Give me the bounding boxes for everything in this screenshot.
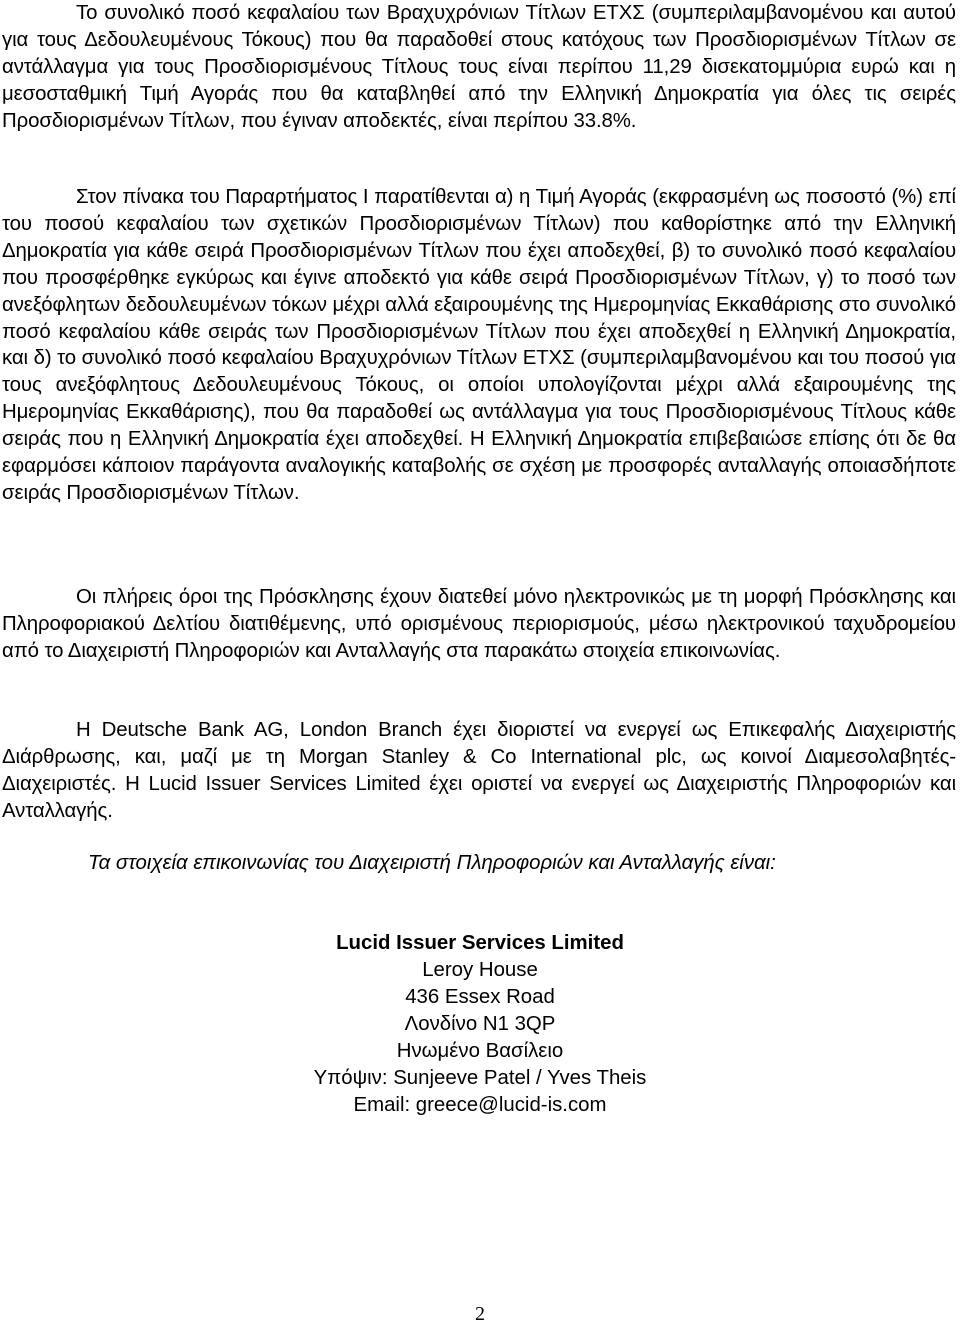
paragraph-aggregate-amount: Το συνολικό ποσό κεφαλαίου των Βραχυχρόνιων Τίτλων ΕΤΧΣ (συμπεριλαμβανομένου και αυτού για τους Δεδουλευμένους Τόκους) που θα παραδοθεί στους κατόχους των Προσδιορισμένων Τίτλων σε αντάλλαγμα για τους Προσδιορισμένους Τίτλους τους είναι περίπου 11,29 δισεκατομμύρια ευρώ και η μεσοσταθμική Τιμή Αγοράς που θα καταβληθεί από την Ελληνική Δημοκρατία για όλες τις σειρές Προσδιορισμένων Τίτλων, που έγιναν αποδεκτές, είναι περίπου 33.8%. [2,2,956,132]
contact-country: Ηνωμένο Βασίλειο [396,1040,564,1062]
contact-address-line-2: 436 Essex Road [405,986,555,1008]
contact-email: Email: greece@lucid-is.com [353,1094,607,1116]
contact-address-line-3: Λονδίνο N1 3QP [404,1013,556,1035]
contact-attention: Υπόψιν: Sunjeeve Patel / Yves Theis [313,1067,647,1089]
paragraph-full-terms: Οι πλήρεις όροι της Πρόσκλησης έχουν διατεθεί μόνο ηλεκτρονικώς με τη μορφή Πρόσκλησης και Πληροφοριακού Δελτίου διατιθέμενης, υπό ορισμένους περιορισμούς, μέσω ηλεκτρονικού ταχυδρομείου από το Διαχειριστή Πληροφοριών και Ανταλλαγής στα παρακάτω στοιχεία επικοινωνίας. [2,586,956,662]
contact-heading: Τα στοιχεία επικοινωνίας του Διαχειριστή Πληροφοριών και Ανταλλαγής είναι: [88,852,776,874]
paragraph-annex-table: Στον πίνακα του Παραρτήματος Ι παρατίθενται α) η Τιμή Αγοράς (εκφρασμένη ως ποσοστό (%) επί του ποσού κεφαλαίου των σχετικών Προσδιορισμένων Τίτλων) που καθορίστηκε από την Ελληνική Δημοκρατία για κάθε σειρά Προσδιορισμένων Τίτλων που έχει αποδεχθεί, β) το συνολικό ποσό κεφαλαίου που προσφέρθηκε εγκύρως και έγινε αποδεκτό για κάθε σειρά Προσδιορισμένων Τίτλων, γ) το ποσό των ανεξόφλητων δεδουλευμένων τόκων μέχρι αλλά εξαιρουμένης της Ημερομηνίας Εκκαθάρισης στο συνολικό ποσό κεφαλαίου κάθε σειράς των Προσδιορισμένων Τίτλων που έχει αποδεχθεί η Ελληνική Δημοκρατία, και δ) το συνολικό ποσό κεφαλαίου Βραχυχρόνιων Τίτλων ΕΤΧΣ (συμπεριλαμβανομένου και του ποσού για τους ανεξόφλητους Δεδουλευμένους Τόκους, οι οποίοι υπολογίζονται μέχρι αλλά εξαιρουμένης της Ημερομηνίας Εκκαθάρισης), που θα παραδοθεί ως αντάλλαγμα για τους Προσδιορισμένους Τίτλους κάθε σειράς που η Ελληνική Δημοκρατία έχει αποδεχθεί. Η Ελληνική Δημοκρατία επιβεβαιώσε επίσης ότι δε θα εφαρμόσει κάποιον παράγοντα αναλογικής καταβολής σε σχέση με προσφορές ανταλλαγής οποιασδήποτε σειράς Προσδιορισμένων Τίτλων. [2,186,956,504]
contact-block [0,930,960,1119]
contact-company-name: Lucid Issuer Services Limited [336,932,624,954]
contact-address-line-1: Leroy House [422,959,538,981]
paragraph-dealer-managers: Η Deutsche Bank AG, London Branch έχει διοριστεί να ενεργεί ως Επικεφαλής Διαχειριστής Διάρθρωσης, και, μαζί με τη Morgan Stanley & Co International plc, ως κοινοί Διαμεσολαβητές-Διαχειριστές. Η Lucid Issuer Services Limited έχει οριστεί να ενεργεί ως Διαχειριστής Πληροφοριών και Ανταλλαγής. [2,719,956,822]
page-number: 2 [475,1303,485,1325]
